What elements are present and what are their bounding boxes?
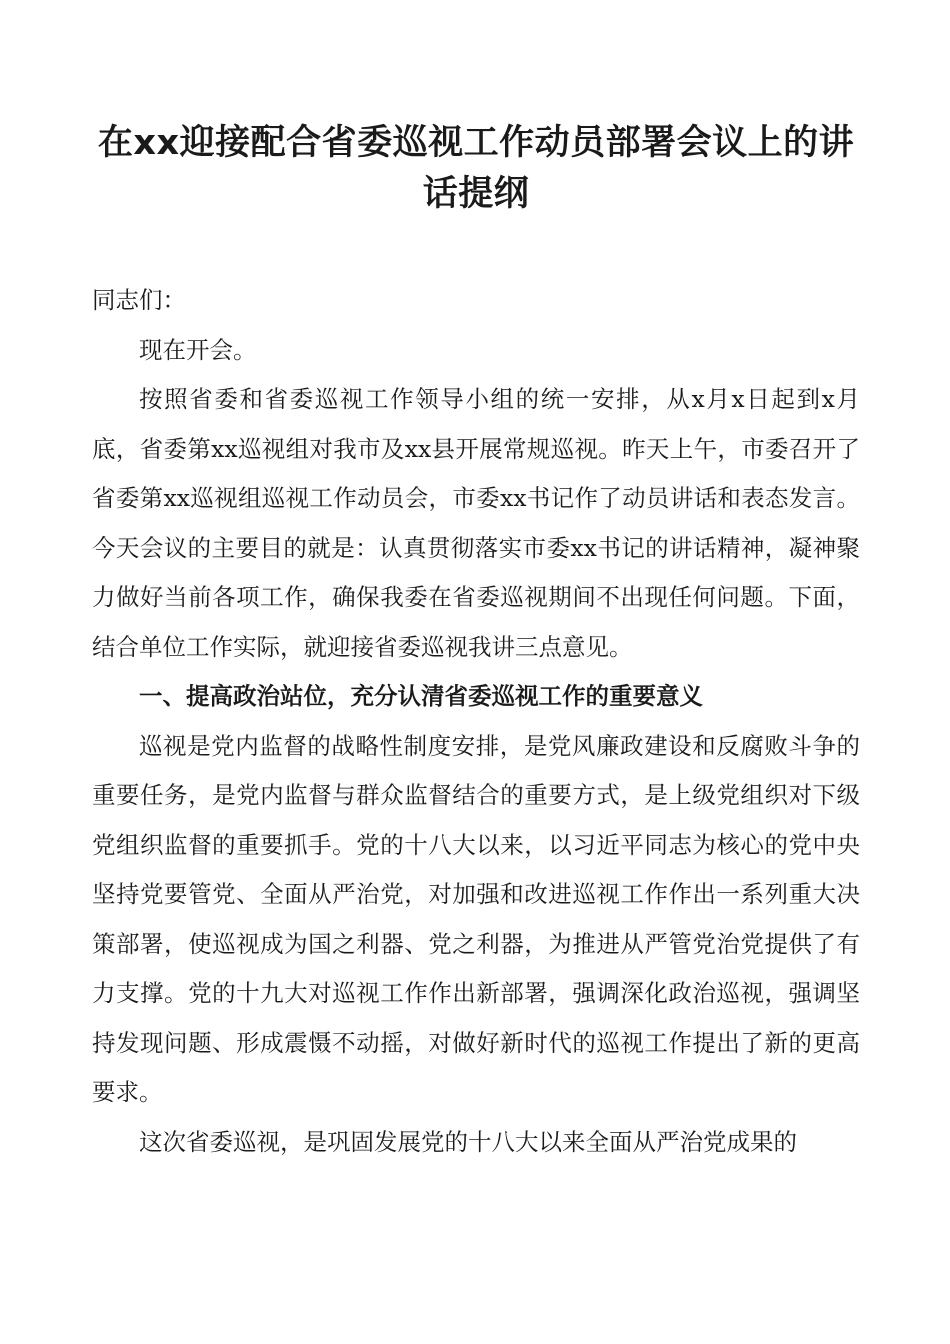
document-page xyxy=(92,118,860,1167)
section-heading-1: 一、提高政治站位，充分认清省委巡视工作的重要意义 xyxy=(139,682,703,710)
section-1-paragraph-continued: 这次省委巡视，是巩固发展党的十八大以来全面从严治党成果的 xyxy=(139,1127,797,1156)
paragraph-opening: 现在开会。 xyxy=(139,335,257,364)
salutation: 同志们： xyxy=(92,286,186,314)
paragraph-intro: 按照省委和省委巡视工作领导小组的统一安排，从x月x日起到x月底，省委第xx巡视组对我市及xx县开展常规巡视。昨天上午，市委召开了省委第xx巡视组巡视工作动员会，市委xx书记作了动员讲话和表态发言。今天会议的主要目的就是：认真贯彻落实市委xx书记的讲话精神，凝神聚力做好当前各项工作，确保我委在省委巡视期间不出现任何问题。下面，结合单位工作实际，就迎接省委巡视我讲三点意见。 xyxy=(92,385,860,661)
section-1-paragraph: 巡视是党内监督的战略性制度安排，是党风廉政建设和反腐败斗争的重要任务，是党内监督与群众监督结合的重要方式，是上级党组织对下级党组织监督的重要抓手。党的十八大以来，以习近平同志为核心的党中央坚持党要管党、全面从严治党，对加强和改进巡视工作作出一系列重大决策部署，使巡视成为国之利器、党之利器，为推进从严管党治党提供了有力支撑。党的十九大对巡视工作作出新部署，强调深化政治巡视，强调坚持发现问题、形成震慑不动摇，对做好新时代的巡视工作提出了新的更高要求。 xyxy=(92,731,860,1106)
title-line-1: 在xx迎接配合省委巡视工作动员部署会议上的讲 xyxy=(97,123,855,163)
document-title xyxy=(72,118,880,220)
title-line-2: 话提纲 xyxy=(422,174,530,214)
